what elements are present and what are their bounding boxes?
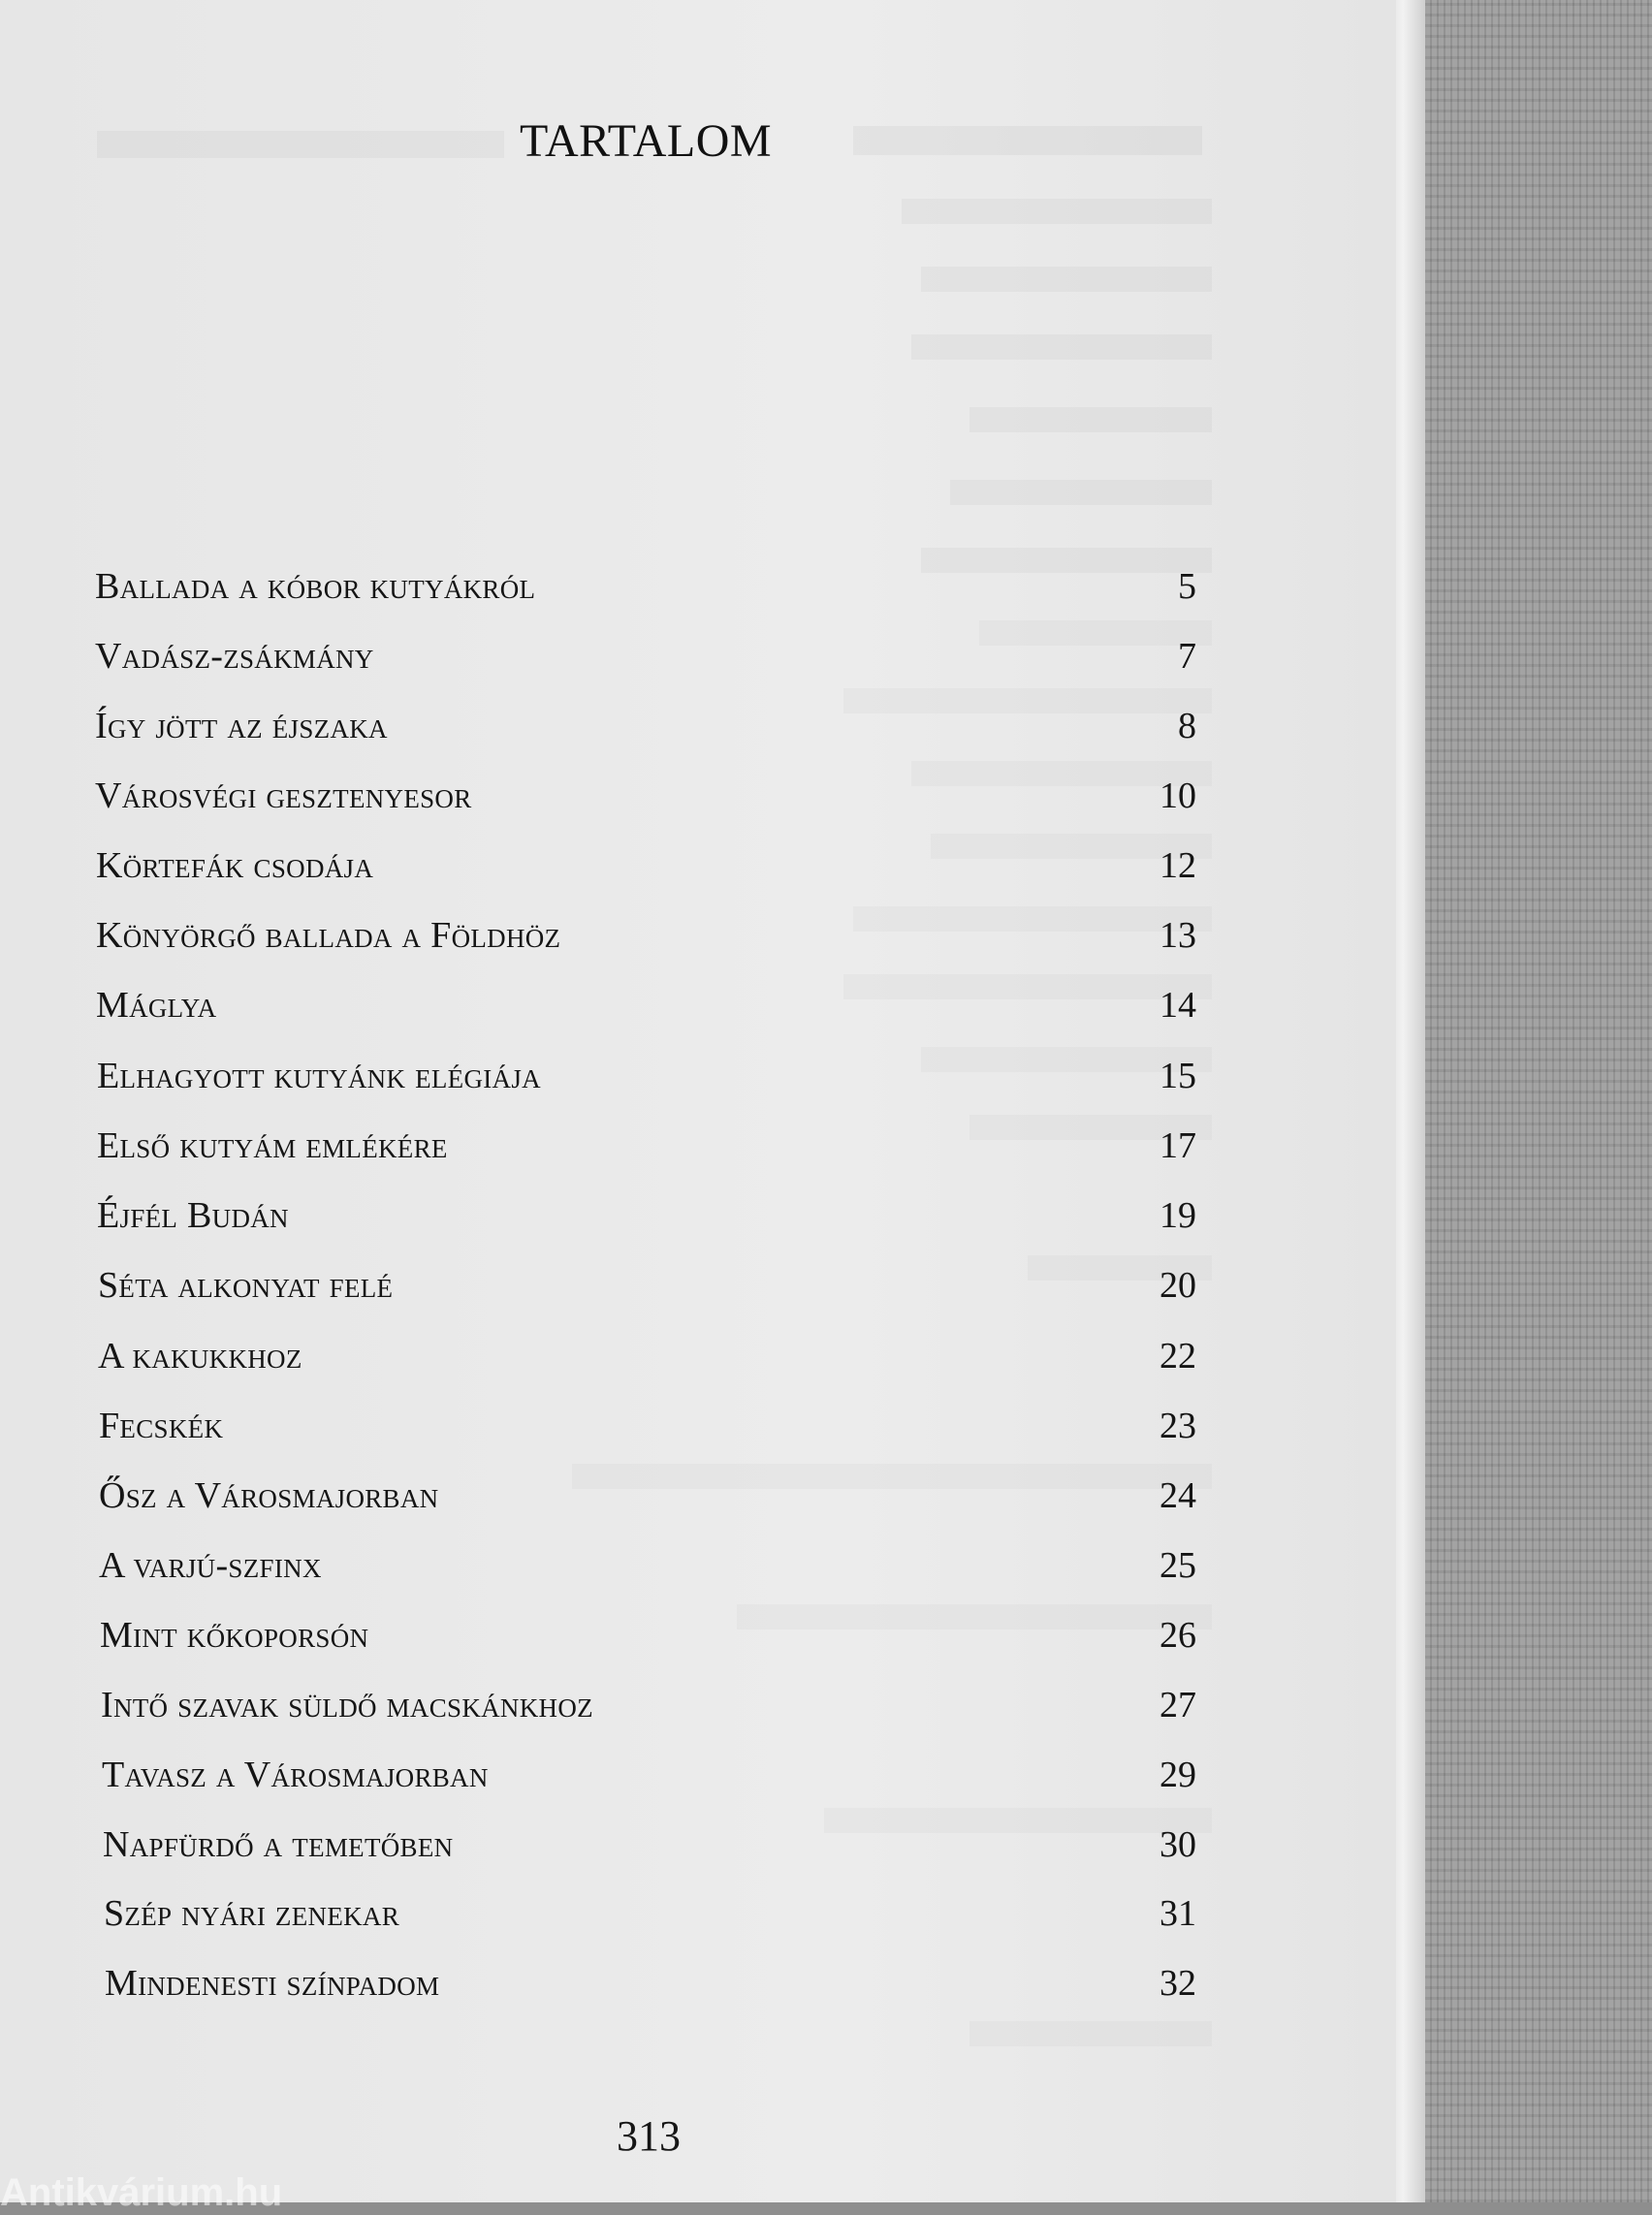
- toc-entry-title: Intő szavak süldő macskánkhoz: [101, 1685, 593, 1725]
- toc-entry: [101, 1684, 1202, 1738]
- toc-entry-page: 32: [1160, 1963, 1196, 2004]
- toc-entry: [95, 635, 1196, 689]
- toc-entry-page: 20: [1160, 1265, 1196, 1306]
- toc-entry-title: Így jött az éjszaka: [95, 706, 388, 746]
- toc-entry-title: Ballada a kóbor kutyákról: [95, 566, 536, 607]
- toc-entry: [99, 1405, 1200, 1459]
- toc-entry-page: 31: [1160, 1893, 1196, 1934]
- toc-entry-title: Ősz a Városmajorban: [99, 1475, 439, 1516]
- toc-entry-page: 8: [1178, 706, 1196, 746]
- toc-entry-page: 10: [1160, 775, 1196, 816]
- toc-entry: [100, 1614, 1201, 1668]
- toc-entry-page: 26: [1160, 1615, 1196, 1656]
- toc-entry-page: 29: [1160, 1755, 1196, 1795]
- toc-entry-page: 5: [1178, 566, 1196, 607]
- toc-entry-title: Séta alkonyat felé: [98, 1265, 394, 1306]
- toc-entry: [98, 1264, 1199, 1318]
- toc-entry: [97, 1124, 1198, 1179]
- toc-entry-title: Körtefák csodája: [96, 845, 374, 886]
- toc-entry-title: Szép nyári zenekar: [104, 1893, 400, 1934]
- toc-entry-page: 25: [1160, 1545, 1196, 1586]
- toc-entry-page: 24: [1160, 1475, 1196, 1516]
- toc-entry: [104, 1892, 1205, 1946]
- toc-entry: [99, 1474, 1200, 1529]
- toc-entry-title: Máglya: [96, 985, 217, 1026]
- toc-entry: [98, 1335, 1199, 1389]
- page-number: 313: [617, 2112, 681, 2160]
- toc-entry: [97, 1194, 1198, 1249]
- page-title: TARTALOM: [520, 115, 773, 167]
- toc-entry: [95, 775, 1196, 829]
- toc-entry-page: 17: [1160, 1125, 1196, 1166]
- toc-entry-title: Vadász-zsákmány: [95, 636, 374, 677]
- toc-entry-page: 30: [1160, 1824, 1196, 1865]
- toc-entry-title: Tavasz a Városmajorban: [102, 1755, 489, 1795]
- toc-entry-page: 27: [1160, 1685, 1196, 1725]
- toc-entry: [102, 1754, 1203, 1808]
- toc-entry-title: Első kutyám emlékére: [97, 1125, 448, 1166]
- toc-entry-page: 14: [1160, 985, 1196, 1026]
- toc-entry-title: Elhagyott kutyánk elégiája: [97, 1056, 541, 1096]
- toc-entry: [96, 914, 1197, 968]
- toc-entry: [97, 1055, 1198, 1109]
- toc-entry-title: A kakukkhoz: [98, 1336, 302, 1376]
- toc-entry: [96, 984, 1197, 1038]
- toc-entry-title: Mint kőkoporsón: [100, 1615, 369, 1656]
- toc-entry-title: Napfürdő a temetőben: [103, 1824, 454, 1865]
- toc-entry: [96, 844, 1197, 899]
- toc-entry-page: 13: [1160, 915, 1196, 956]
- toc-entry-title: A varjú-szfinx: [99, 1545, 322, 1586]
- toc-entry-page: 12: [1160, 845, 1196, 886]
- background-surface: [1396, 0, 1652, 2202]
- toc-entry: [95, 565, 1196, 619]
- toc-entry-title: Mindenesti színpadom: [105, 1963, 440, 2004]
- toc-entry-page: 23: [1160, 1406, 1196, 1446]
- toc-entry-title: Éjfél Budán: [97, 1195, 289, 1236]
- toc-entry-page: 19: [1160, 1195, 1196, 1236]
- toc-entry-title: Könyörgő ballada a Földhöz: [96, 915, 561, 956]
- toc-entry: [105, 1962, 1206, 2016]
- toc-entry-title: Városvégi gesztenyesor: [95, 775, 472, 816]
- toc-entry: [103, 1823, 1204, 1878]
- toc-entry-title: Fecskék: [99, 1406, 224, 1446]
- toc-entry-page: 15: [1160, 1056, 1196, 1096]
- toc-entry-page: 7: [1178, 636, 1196, 677]
- toc-entry: [99, 1544, 1200, 1598]
- toc-entry-page: 22: [1160, 1336, 1196, 1376]
- toc-entry: [95, 705, 1196, 759]
- watermark: Antikvárium.hu: [0, 2171, 283, 2214]
